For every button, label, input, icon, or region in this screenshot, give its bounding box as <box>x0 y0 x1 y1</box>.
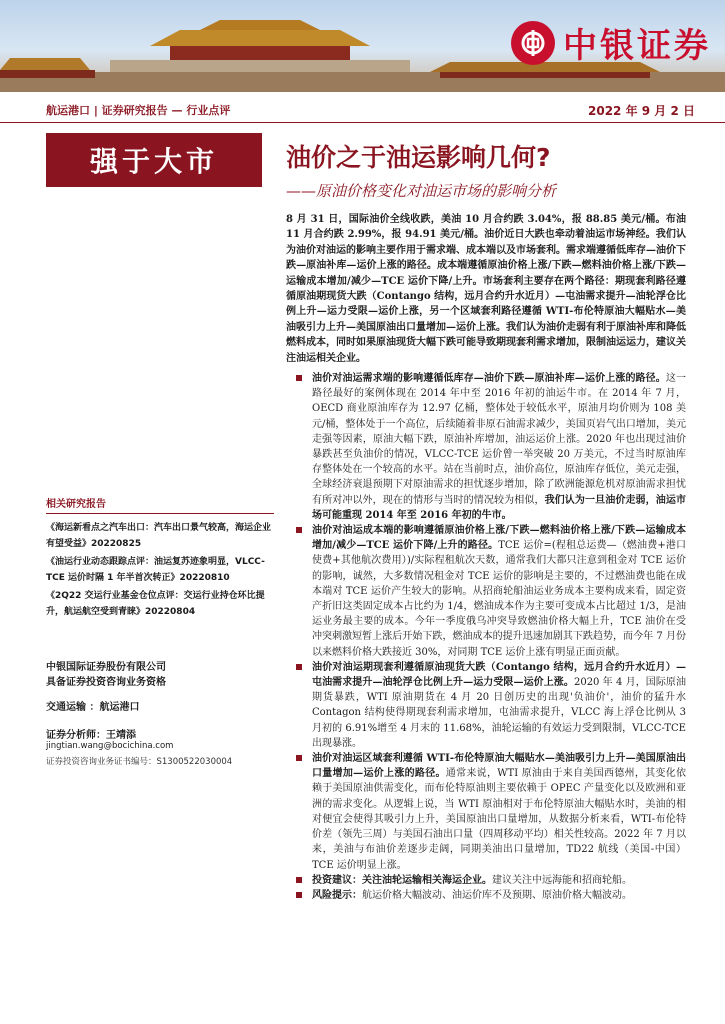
related-report-item: 《2Q22 交运行业基金仓位点评：交运行业持仓环比提升，航运航空受到青睐》20220804 <box>46 591 265 617</box>
bullet-lead: 风险提示： <box>312 889 362 901</box>
summary-paragraph: 8 月 31 日，国际油价全线收跌，美油 10 月合约跌 3.04%，报 88.85 美元/桶。布油 11 月合约跌 2.99%，报 94.91 美元/桶。油价近日大跌也牵动着油运市场神经。我们认为油价对油运的影响主要作用于需求端、成本端以及市场套利。需求端遵循低库存—油价下跌—原油补库—运价上涨的路径。成本端遵循原油价格上涨/下跌—燃料油价格上涨/下跌—运输成本增加/减少—TCE 运价下降/上升。市场套利主要存在两个路径：期现套利路径遵循原油期现货大跌（Contango 结构，远月合约升水近月）—屯油需求提升—油轮浮仓比例上升—运力受限—运价上涨，另一个区域套利路径遵循 WTI-布伦特原油大幅贴水—美油吸引力上升—美国原油出口量增加—运价上涨。我们认为油价走弱有利于原油补库和降低燃料成本，同时如果原油现货大幅下跌可能导致期现套利需求增加，限制油运运力，建议关注油运相关企业。 <box>286 214 686 364</box>
related-report-item: 《油运行业动态跟踪点评：油运复苏迹象明显，VLCC-TCE 运价时隔 1 年半首次转正》20220810 <box>46 557 265 583</box>
report-date: 2022 年 9 月 2 日 <box>588 104 695 118</box>
company-qualification: 具备证券投资咨询业务资格 <box>46 677 166 688</box>
bullet-tail: 我们认为一旦油价走弱，油运市场可能重现 2014 年至 2016 年初的牛市。 <box>312 494 687 521</box>
bullet-square-icon <box>296 877 302 883</box>
company-info <box>46 660 274 690</box>
bullet-square-icon <box>296 527 302 533</box>
bullet-lead: 油价对油运成本端的影响遵循原油价格上涨/下跌—燃料油价格上涨/下跌—运输成本增加/减少—TCE 运价下降/上升的路径。 <box>312 525 686 552</box>
bullet-list <box>294 371 686 903</box>
analyst-email: jingtian.wang@bocichina.com <box>46 741 174 751</box>
analyst-license: 证券投资咨询业务证书编号：S1300522030004 <box>46 757 233 767</box>
sector-label: 交通运输 ：航运港口 <box>46 702 140 713</box>
report-title: 油价之于油运影响几何? <box>286 143 551 172</box>
meta-bar <box>0 98 725 123</box>
report-category: 航运港口 | 证券研究报告 — 行业点评 <box>46 104 231 117</box>
bullet-item <box>294 371 686 523</box>
bullet-lead: 油价对油运区域套利遵循 WTI-布伦特原油大幅贴水—美油吸引力上升—美国原油出口量增加—运价上涨的路径。 <box>312 753 686 780</box>
boc-logo-icon <box>511 21 555 65</box>
bullet-lead: 投资建议：关注油轮运输相关海运企业。 <box>312 874 492 886</box>
bullet-item <box>294 751 686 873</box>
bullet-lead: 油价对油运需求端的影响遵循低库存—油价下跌—原油补库—运价上涨的路径。 <box>312 373 666 384</box>
bullet-square-icon <box>296 664 302 670</box>
bullet-square-icon <box>296 375 302 381</box>
bullet-body: 通常来说，WTI 原油由于来自美国西德州，其变化依赖于美国原油供需变化，而布伦特原油则主要依赖于 OPEC 产量变化以及欧洲和亚洲的需求变化。从逻辑上说，当 WTI 原油相对于布伦特原油大幅贴水时，美油的相对便宜会使得其吸引力上升，美国原油出口量增加，从数据分析来看，WTI-布伦特价差（领先三周）与美国石油出口量（四周移动平均）相关性较高。2022 年 7 月以来，美油与布油价差逐步走阔，同期美油出口量增加，TD22 航线（美国-中国）TCE 运价明显上涨。 <box>312 768 687 871</box>
bullet-body: 2020 年 4 月，国际原油期货暴跌，WTI 原油期货在 4 月 20 日创历史的出现'负油价'，油价的猛升水 Contagon 结构使得期现套利需求增加，屯油需求提升，VLCC 海上浮仓比例从 3 月初的 6.91%增至 4 月末的 11.68%，油轮运输的有效运力受到限制，VLCC-TCE 出现暴涨。 <box>312 677 686 749</box>
bullet-lead: 油价对油运期现套利遵循原油现货大跌（Contango 结构，远月合约升水近月）—屯油需求提升—油轮浮仓比例上升—运力受限—运价上涨。 <box>312 661 686 689</box>
bullet-item <box>294 523 686 660</box>
related-reports-title: 相关研究报告 <box>46 495 274 514</box>
bullet-square-icon <box>296 755 302 761</box>
company-name: 中银国际证券股份有限公司 <box>46 662 166 673</box>
bullet-body: 建议关注中远海能和招商轮船。 <box>492 874 632 886</box>
analyst-name: 证券分析师：王靖添 <box>46 730 136 741</box>
bullet-item <box>294 660 686 751</box>
bullet-body: 这一路径最好的案例体现在 2014 年中至 2016 年初的油运牛市。在 2014 年 7 月，OECD 商业原油库存为 12.97 亿桶，整体处于较低水平，原油月均价则为 108 美元/桶，整体处于一个高位，后续随着非原石油需求减少，美国页岩气出口增加，美元走强等因素，原油大幅下跌，原油补库增加，油运运价上涨。2020 年也出现过油价暴跌甚至负油价的情况，VLCC-TCE 运价曾一举突破 20 万美元，不过当时原油库存整体处在一个较高的水平。站在当前时点，油价高位，原油库存低位，美元走强，全球经济衰退预期下对原油需求的担忧逐步增加，除了欧洲能源危机对原油需求担忧有所对冲以外，现在的情形与当时的情况较为相似， <box>312 373 687 506</box>
bullet-square-icon <box>296 892 302 898</box>
bullet-body: 航运价格大幅波动、油运价库不及预期、原油价格大幅波动。 <box>362 889 632 901</box>
bullet-body: TCE 运价=(程租总运费—（燃油费+港口使费+其他航次费用）)/实际程租航次天数，通常我们大都只注意到租金对 TCE 运价的影响，诚然，大多数情况租金对 TCE 运价的影响是主要的，不过燃油费也能在成本端对 TCE 运价产生较大的影响。从招商轮船油运业务成本主要构成来看，固定资产折旧这类固定成本占比约为 1/4，燃油成本作为主要可变成本占比超过 1/3，是油运业务最主要的成本。今年一季度俄乌冲突导致燃油价格大幅上升，TCE 油价在受冲突刺激短暂上涨后开始下跌，燃油成本的提升迅速加剧其下跌趋势，而今年 7 月份以来燃料价格大跌接近 30%，对同期 TCE 运价上涨有明显正面贡献。 <box>312 540 686 658</box>
rating-badge: 强于大市 <box>46 133 262 187</box>
header-banner <box>0 0 725 92</box>
company-logo <box>511 18 711 67</box>
bullet-item <box>294 888 686 903</box>
related-reports <box>46 495 274 622</box>
related-report-item: 《海运新看点之汽车出口：汽车出口景气较高，海运企业有望受益》20220825 <box>46 523 272 549</box>
report-subtitle: ——原油价格变化对油运市场的影响分析 <box>286 182 557 200</box>
logo-text: 中银证券 <box>563 26 711 66</box>
bullet-item <box>294 873 686 888</box>
